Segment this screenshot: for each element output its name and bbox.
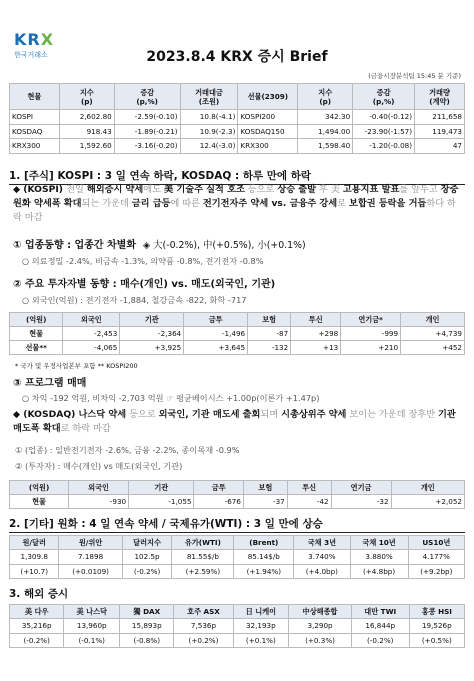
column-header: 증감 (p,%) xyxy=(353,84,415,110)
table-cell: 1,598.40 xyxy=(298,139,353,154)
table-row xyxy=(10,550,465,565)
text-run: 고용지표 발표 xyxy=(342,184,400,195)
table-cell: -42 xyxy=(287,495,331,509)
text-run: ◆ (KOSDAQ) 나스닥 약세 xyxy=(13,409,127,420)
table-row xyxy=(10,341,465,355)
table-cell: 10.8(-4.1) xyxy=(180,110,238,125)
text-run: 해외증시 약세 xyxy=(86,184,144,195)
text-run: 상승 출발 xyxy=(277,184,317,195)
table-cell: (+9.2bp) xyxy=(408,564,464,579)
table-cell: (+0.3%) xyxy=(289,633,352,648)
table-cell: (-0.8%) xyxy=(120,633,174,648)
table-cell: -37 xyxy=(243,495,287,509)
column-header: 지수 (p) xyxy=(298,84,353,110)
table-cell: +298 xyxy=(291,327,341,341)
global-markets-table xyxy=(9,604,465,648)
table-cell: KOSDAQ150 xyxy=(238,124,298,139)
text-run: 보합권 등락을 거듭 xyxy=(348,198,427,209)
table-cell: 3.740% xyxy=(294,550,350,565)
column-header: (Brent) xyxy=(234,536,294,550)
table-cell: (+0.0109) xyxy=(59,564,122,579)
table-cell: 1,494.00 xyxy=(298,124,353,139)
table-cell: (-0.2%) xyxy=(122,564,172,579)
investor-heading: ② 주요 투자자별 동향 : 매수(개인) vs. 매도(외국인, 기관) xyxy=(13,279,276,290)
sector-items: ○ 의료정밀 -2.4%, 비금속 -1.3%, 의약품 -0.8%, 전기전자 -0.8% xyxy=(22,256,264,266)
column-header: 원/위안 xyxy=(59,536,122,550)
logo-x: X xyxy=(40,30,55,49)
column-header: 국채 3년 xyxy=(294,536,350,550)
table-cell: KOSDAQ xyxy=(10,124,60,139)
table-cell: (+2.59%) xyxy=(172,564,234,579)
column-header: 국채 10년 xyxy=(350,536,408,550)
column-header: 개인 xyxy=(401,313,465,327)
table-cell: 1,309.8 xyxy=(10,550,59,565)
table-cell: -4,065 xyxy=(63,341,120,355)
column-header: 원/달러 xyxy=(10,536,59,550)
column-header: 기관 xyxy=(129,481,194,495)
column-header: 투신 xyxy=(287,481,331,495)
table-row xyxy=(10,619,465,634)
text-run: 美 기술주 실적 호조 xyxy=(163,184,245,195)
table-cell: +4,739 xyxy=(401,327,465,341)
text-run: 금리 급등 xyxy=(131,198,171,209)
text-run: 되는 가운데 xyxy=(81,198,132,209)
table-cell: KRX300 xyxy=(238,139,298,154)
page-title: 2023.8.4 KRX 증시 Brief xyxy=(146,49,328,65)
table-cell: (+4.8bp) xyxy=(350,564,408,579)
logo-text: KR xyxy=(14,30,41,49)
table-cell: (+4.0bp) xyxy=(294,564,350,579)
table-cell: (+10.7) xyxy=(10,564,59,579)
column-header: 보험 xyxy=(243,481,287,495)
table-cell: +3,925 xyxy=(120,341,184,355)
column-header: 선물(2309) xyxy=(238,84,298,110)
table-cell: +210 xyxy=(341,341,401,355)
table-cell: -1.89(-0.21) xyxy=(114,124,180,139)
table-cell: -23.90(-1.57) xyxy=(353,124,415,139)
table-cell: 211,658 xyxy=(415,110,465,125)
row-header: 선물** xyxy=(10,341,63,355)
text-run: 전일 xyxy=(66,184,87,195)
table-cell: 102.5p xyxy=(122,550,172,565)
table-row xyxy=(10,327,465,341)
table-cell: -1,496 xyxy=(184,327,248,341)
table-cell: 7,536p xyxy=(174,619,233,634)
table-cell: 4.177% xyxy=(408,550,464,565)
table-cell: (+0.5%) xyxy=(409,633,464,648)
column-header: 금투 xyxy=(194,481,243,495)
column-header: 연기금 xyxy=(331,481,391,495)
text-run: 후 美 xyxy=(316,184,343,195)
table-cell: 15,893p xyxy=(120,619,174,634)
table-cell: 3.880% xyxy=(350,550,408,565)
text-run: 로 하락 마감 xyxy=(60,423,111,434)
row-header: 현물 xyxy=(10,495,69,509)
text-run: 에 따른 xyxy=(170,198,203,209)
column-header: 금투 xyxy=(184,313,248,327)
table-cell: -0.40(-0.12) xyxy=(353,110,415,125)
table-cell: 1,592.60 xyxy=(59,139,114,154)
column-header: (억원) xyxy=(10,481,69,495)
table-cell: -930 xyxy=(69,495,129,509)
column-header: 기관 xyxy=(120,313,184,327)
table-cell: -2,453 xyxy=(63,327,120,341)
table-cell: -2,364 xyxy=(120,327,184,341)
table-header-row xyxy=(10,313,465,327)
table-cell: (+0.2%) xyxy=(174,633,233,648)
column-header: 대만 TWI xyxy=(351,605,409,619)
table-header-row xyxy=(10,536,465,550)
table-cell: (-0.2%) xyxy=(10,633,64,648)
column-header: 獨 DAX xyxy=(120,605,174,619)
text-run: 외국인, 기관 매도세 출회 xyxy=(158,409,261,420)
table-header-row xyxy=(10,84,465,110)
column-header: 연기금* xyxy=(341,313,401,327)
kosdaq-summary xyxy=(13,408,461,436)
market-summary-table xyxy=(9,83,465,154)
text-run: 에도 xyxy=(143,184,164,195)
text-run: 기관 매도폭 확대 xyxy=(13,409,456,434)
table-cell: 918.43 xyxy=(59,124,114,139)
table-header-row xyxy=(10,481,465,495)
column-header: 외국인 xyxy=(69,481,129,495)
table-cell: -1,055 xyxy=(129,495,194,509)
table-cell: +452 xyxy=(401,341,465,355)
column-header: 거래량 (계약) xyxy=(415,84,465,110)
table-cell: -676 xyxy=(194,495,243,509)
section-1-title: 1. [주식] KOSPI : 3 일 연속 하락, KOSDAQ : 하루 만에 하락 xyxy=(9,168,465,185)
column-header: US10년 xyxy=(408,536,464,550)
kospi-summary xyxy=(13,183,461,225)
kosdaq-flow-table xyxy=(9,480,465,509)
table-cell: 19,526p xyxy=(409,619,464,634)
column-header: 보험 xyxy=(248,313,291,327)
column-header: 지수 (p) xyxy=(59,84,114,110)
row-header: 현물 xyxy=(10,327,63,341)
text-run: 등으로 xyxy=(126,409,159,420)
text-run: ◆ (KOSPI) xyxy=(13,184,67,195)
column-header: 거래대금 (조원) xyxy=(180,84,238,110)
column-header: (억원) xyxy=(10,313,63,327)
table-cell: 47 xyxy=(415,139,465,154)
text-run: 등으로 xyxy=(244,184,278,195)
table-cell: 12.4(-3.0) xyxy=(180,139,238,154)
table-cell: 13,960p xyxy=(64,619,120,634)
column-header: 美 나스닥 xyxy=(64,605,120,619)
table-row xyxy=(10,495,465,509)
table-cell: (+1.94%) xyxy=(234,564,294,579)
column-header: 개인 xyxy=(391,481,464,495)
text-run: 하다 하락 마감 xyxy=(13,198,456,223)
logo-sub: 한국거래소 xyxy=(14,51,48,59)
table-cell: 35,216p xyxy=(10,619,64,634)
column-header: 투신 xyxy=(291,313,341,327)
table-row xyxy=(10,564,465,579)
column-header: 달러지수 xyxy=(122,536,172,550)
table-cell: KOSPI200 xyxy=(238,110,298,125)
text-run: 장중 원화 약세폭 확대 xyxy=(13,184,459,209)
table-header-row xyxy=(10,605,465,619)
program-items: ○ 차익 -192 억원, 비차익 -2,703 억원 ☞ 평균베이시스 +1.00p(이론가 +1.47p) xyxy=(22,393,320,403)
text-run: 전기전자주 약세 vs. 금융주 강세 xyxy=(202,198,338,209)
table-cell: 342.30 xyxy=(298,110,353,125)
sector-heading xyxy=(13,236,306,251)
column-header: 美 다우 xyxy=(10,605,64,619)
table-cell: -32 xyxy=(331,495,391,509)
column-header: 유가(WTI) xyxy=(172,536,234,550)
table-row xyxy=(10,633,465,648)
table-cell: 32,193p xyxy=(233,619,289,634)
column-header: 외국인 xyxy=(63,313,120,327)
text-run: 되며 xyxy=(260,409,282,420)
text-run: 시총상위주 약세 xyxy=(281,409,347,420)
table-cell: -3.16(-0.20) xyxy=(114,139,180,154)
investor-flow-table xyxy=(9,312,465,355)
table-cell: 81.55$/b xyxy=(172,550,234,565)
table-cell: (-0.2%) xyxy=(351,633,409,648)
column-header: 中상해종합 xyxy=(289,605,352,619)
fx-rates-table xyxy=(9,535,465,579)
table-cell: 10.9(-2.3) xyxy=(180,124,238,139)
table-row xyxy=(10,110,465,125)
column-header: 日 니케이 xyxy=(233,605,289,619)
table-cell: 2,602.80 xyxy=(59,110,114,125)
table-cell: KRX300 xyxy=(10,139,60,154)
table-row xyxy=(10,139,465,154)
table-cell: +3,645 xyxy=(184,341,248,355)
section-2-title: 2. [기타] 원화 : 4 일 연속 약세 / 국제유가(WTI) : 3 일 만에 상승 xyxy=(9,516,465,533)
table-cell: +2,052 xyxy=(391,495,464,509)
table-cell: -87 xyxy=(248,327,291,341)
text-run: 로 xyxy=(337,198,349,209)
table-cell: 3,290p xyxy=(289,619,352,634)
table-cell: -1.20(-0.08) xyxy=(353,139,415,154)
footnote: * 국가 및 우정사업본부 포함 ** KOSPI200 xyxy=(15,362,138,370)
sector-heading-text: ① 업종동향 : 업종간 차별화 xyxy=(13,240,136,251)
table-cell: 16,844p xyxy=(351,619,409,634)
table-cell: +13 xyxy=(291,341,341,355)
table-cell: KOSPI xyxy=(10,110,60,125)
table-row xyxy=(10,124,465,139)
column-header: 증감 (p,%) xyxy=(114,84,180,110)
table-cell: -132 xyxy=(248,341,291,355)
text-run: 를 앞두고 xyxy=(399,184,441,195)
table-cell: (-0.1%) xyxy=(64,633,120,648)
table-cell: 85.14$/b xyxy=(234,550,294,565)
kosdaq-investor: ② (투자자) : 매수(개인) vs 매도(외국인, 기관) xyxy=(15,461,183,471)
column-header: 현물 xyxy=(10,84,60,110)
text-run: 보이는 가운데 장후반 xyxy=(346,409,438,420)
program-heading: ③ 프로그램 매매 xyxy=(13,378,87,389)
table-cell: 119,473 xyxy=(415,124,465,139)
timestamp-note: (금융시장분석팀 15:45 분 기준) xyxy=(368,72,461,80)
sector-legend: ◈ 大(-0.2%), 中(+0.5%), 小(+0.1%) xyxy=(142,240,306,251)
column-header: 홍콩 HSI xyxy=(409,605,464,619)
table-cell: (+0.1%) xyxy=(233,633,289,648)
table-cell: -999 xyxy=(341,327,401,341)
column-header: 호주 ASX xyxy=(174,605,233,619)
table-cell: -2.59(-0.10) xyxy=(114,110,180,125)
investor-items: ○ 외국인(억원) : 전기전자 -1,884, 철강금속 -822, 화학 -717 xyxy=(22,295,247,305)
section-3-title: 3. 해외 증시 xyxy=(9,588,69,600)
kosdaq-sector: ① (업종) : 일반전기전자 -2.6%, 금융 -2.2%, 종이목재 -0.9% xyxy=(15,445,240,455)
table-cell: 7.1898 xyxy=(59,550,122,565)
